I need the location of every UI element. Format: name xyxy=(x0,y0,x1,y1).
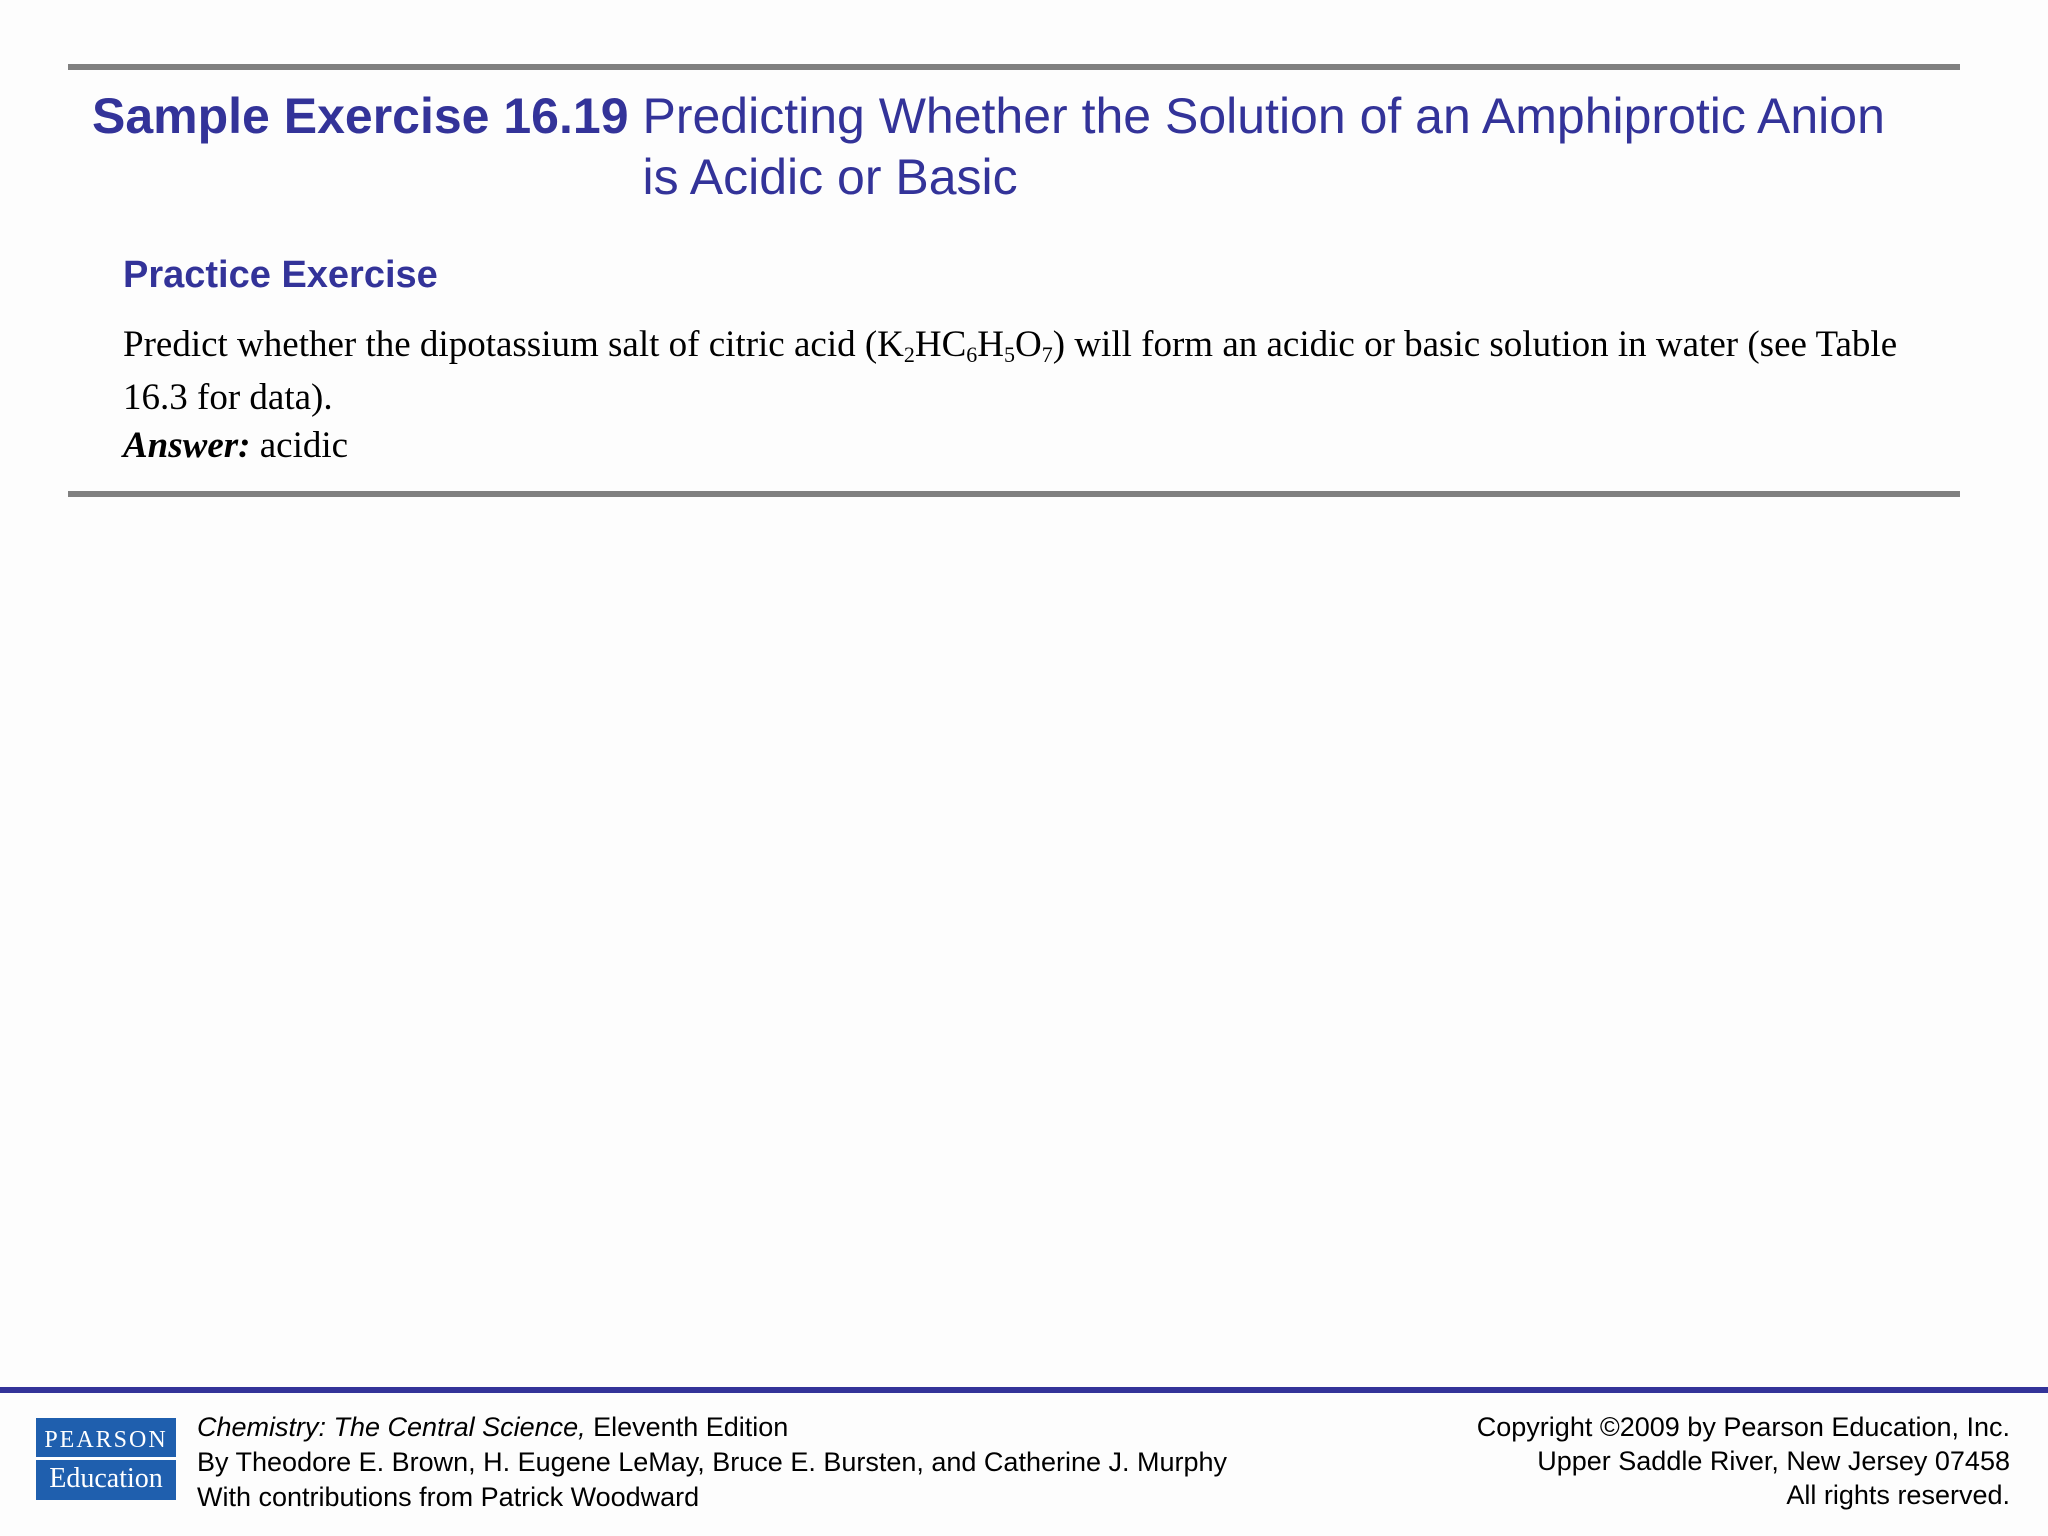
problem-text-before: Predict whether the dipotassium salt of citric acid (K xyxy=(123,324,904,365)
answer-value: acidic xyxy=(259,425,349,466)
formula-subscript: 2 xyxy=(903,342,915,367)
book-contributions: With contributions from Patrick Woodward xyxy=(197,1482,700,1512)
rights-reserved: All rights reserved. xyxy=(1786,1480,2010,1510)
book-title: Chemistry: The Central Science, xyxy=(197,1412,586,1442)
book-title-line xyxy=(197,1410,1227,1445)
publisher-address: Upper Saddle River, New Jersey 07458 xyxy=(1537,1446,2010,1476)
bottom-divider xyxy=(68,491,1960,497)
exercise-title-line-2: is Acidic or Basic xyxy=(642,149,1018,205)
formula-subscript: 7 xyxy=(1041,342,1053,367)
book-authors: By Theodore E. Brown, H. Eugene LeMay, Bruce E. Bursten, and Catherine J. Murphy xyxy=(197,1447,1228,1477)
formula-part: O xyxy=(1015,324,1042,365)
pearson-education-logo xyxy=(36,1418,176,1500)
formula-subscript: 6 xyxy=(966,342,978,367)
exercise-title xyxy=(643,86,1885,208)
problem-text-after: ) will form an acidic or basic solution in water (see Table 16.3 for data). xyxy=(123,324,1898,418)
logo-text-pearson: PEARSON xyxy=(44,1427,168,1453)
book-citation xyxy=(197,1410,1227,1515)
exercise-title-line-1: Predicting Whether the Solution of an Amphiprotic Anion xyxy=(642,88,1885,144)
logo-divider xyxy=(36,1457,176,1460)
book-edition: Eleventh Edition xyxy=(585,1412,789,1442)
slide-title xyxy=(92,86,1962,208)
answer xyxy=(123,422,348,470)
formula-part: H xyxy=(977,324,1005,365)
footer-divider xyxy=(0,1387,2048,1393)
formula-part: HC xyxy=(914,324,967,365)
formula-subscript: 5 xyxy=(1004,342,1016,367)
exercise-number: Sample Exercise 16.19 xyxy=(92,88,629,144)
problem-statement xyxy=(123,318,1923,424)
top-divider xyxy=(68,64,1960,70)
practice-exercise-heading: Practice Exercise xyxy=(123,254,438,296)
answer-label: Answer: xyxy=(123,425,251,466)
logo-text-education: Education xyxy=(49,1463,163,1494)
copyright-line: Copyright ©2009 by Pearson Education, Inc. xyxy=(1476,1412,2010,1442)
copyright-notice xyxy=(1477,1410,2010,1512)
